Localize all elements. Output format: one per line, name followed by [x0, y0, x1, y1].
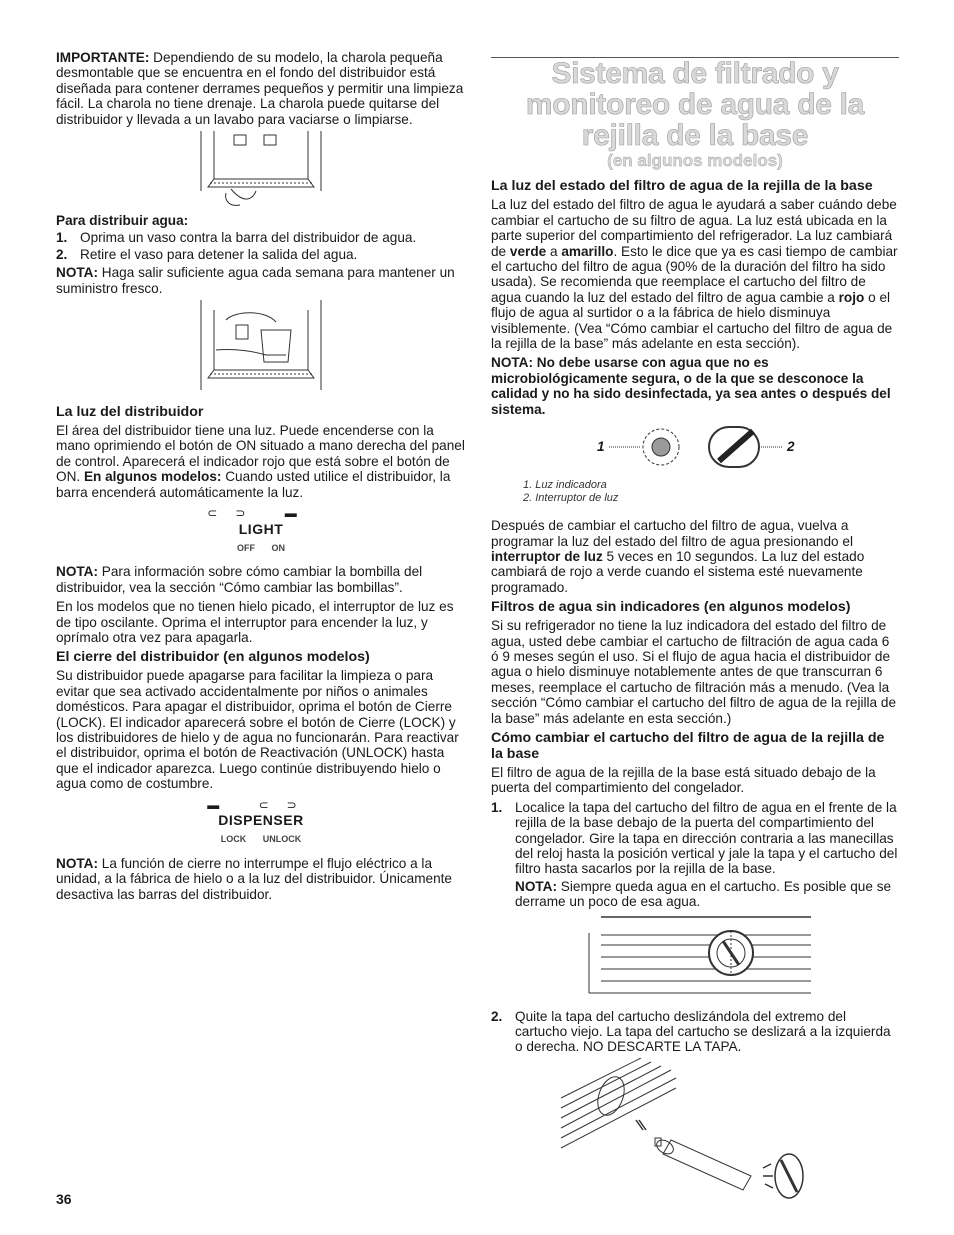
light-on-button[interactable]: ON: [271, 542, 285, 553]
right-column: [491, 50, 899, 1212]
cartridge-cap-illustration: [551, 1058, 821, 1208]
list-item: 1. Localice la tapa del cartucho del filtro de agua en el frente de la rejilla de la base debajo de la puerta del compartimiento del congelador. Gire la tapa en dirección contraria a las manecillas del reloj hasta la posición vertical y jale la tapa y el cartucho del filtro hasta sacarlos por la rejilla de la base. NOTA: Siempre queda agua en el cartucho. Es posible que se derrame un poco de esa agua.: [491, 799, 898, 910]
lock-paragraph: Su distribuidor puede apagarse para facilitar la limpieza o para evitar que sea activado accidentalmente por niños o animales domésticos. Para apagar el distribuidor, oprima el botón de Cierre (LOCK). El indicador aparecerá sobre el botón de Cierre (LOCK) y los distribuidores de hielo y de agua no funcionarán. Para reactivar el distribuidor, oprima el botón de Reactivación (UNLOCK) hasta que el indicador aparezca. Luego continúe distribuyendo hielo o agua como de costumbre.: [56, 668, 459, 792]
reset-paragraph: Después de cambiar el cartucho del filtro de agua, vuelva a programar la luz del estado del filtro de agua presionando el interruptor de luz 5 veces en 10 segundos. La luz del estado cambiará de rojo a verde cuando el sistema esté nuevamente programado.: [491, 518, 865, 595]
indicator-light-icon: [491, 421, 791, 479]
indicator-marks: ⊂⊃ ▬: [207, 506, 315, 521]
step-note: NOTA: Siempre queda agua en el cartucho. Es posible que se derrame un poco de esa agua.: [515, 878, 892, 910]
note-paragraph: NOTA: La función de cierre no interrumpe el flujo eléctrico a la unidad, a la fábrica de hielo o a la luz del distribuidor. Únicamente desactiva las barras del distribuidor.: [56, 855, 452, 902]
warning-paragraph: NOTA: No debe usarse con agua que no es microbiológicamente segura, o de la que se desconoce la calidad y no ha sido desinfectada, ya sea antes o después del sistema.: [491, 355, 891, 417]
no-indicator-paragraph: Si su refrigerador no tiene la luz indicadora del estado del filtro de agua, usted debe cambiar el cartucho de filtración de agua cada 6 ó 9 meses según el uso. Si el flujo de agua hacia el distribuidor de agua o hielo disminuye notablemente antes de que transcurran 6 meses, reemplace el cartucho de filtración más a menudo. (Vea la sección “Cómo cambiar el cartucho del filtro de agua de la rejilla de la base” más adelante en esta sección.): [491, 618, 896, 726]
lock-heading: El cierre del distribuidor (en algunos modelos): [56, 649, 370, 666]
note-paragraph: NOTA: Para información sobre cómo cambiar la bombilla del distribuidor, vea la sección “Cómo cambiar las bombillas”.: [56, 564, 423, 595]
base-grille-illustration: [581, 913, 811, 1005]
section-subtitle: (en algunos modelos): [607, 151, 783, 170]
light-off-button[interactable]: OFF: [236, 542, 255, 553]
change-steps: [491, 800, 899, 910]
left-column: [56, 50, 466, 906]
light-control-panel: [56, 506, 466, 556]
list-item: 2. Retire el vaso para detener la salida del agua.: [56, 246, 358, 262]
figure-captions: 1. Luz indicadora 2. Interruptor de luz: [523, 479, 619, 504]
no-indicator-heading: Filtros de agua sin indicadores (en algunos modelos): [491, 599, 851, 616]
light-paragraph: El área del distribuidor tiene una luz. Puede encenderse con la mano oprimiendo el botón de ON situado a mano derecha del panel de control. Aparecerá el indicador rojo que está sobre el botón de ON. En algunos modelos: Cuando usted utilice el distribuidor, la barra encenderá automáticamente la luz.: [56, 423, 465, 500]
fig-label-1: 1: [597, 439, 605, 455]
list-item: 2. Quite la tapa del cartucho deslizándola del extremo del cartucho viejo. La tapa del cartucho se deslizará a la izquierda o derecha. NO DESCARTE LA TAPA.: [491, 1008, 891, 1055]
change-heading: Cómo cambiar el cartucho del filtro de agua de la rejilla de la base: [491, 729, 885, 762]
page-number: 36: [56, 1191, 72, 1207]
lock-button[interactable]: LOCK: [220, 834, 247, 845]
light-panel-title: LIGHT: [238, 520, 284, 537]
change-paragraph: El filtro de agua de la rejilla de la base está situado debajo de la puerta del compartimiento del congelador.: [491, 764, 876, 796]
dispense-steps: [56, 230, 466, 262]
section-title: Sistema de filtrado y monitoreo de agua de la rejilla de la base: [525, 57, 865, 152]
dispenser-control-panel: [56, 798, 466, 848]
unlock-button[interactable]: UNLOCK: [262, 834, 302, 845]
status-heading: La luz del estado del filtro de agua de la rejilla de la base: [491, 178, 873, 195]
important-text: Dependiendo de su modelo, la charola pequeña desmontable que se encuentra en el fondo del distribuidor está diseñada para contener derrames pequeños y permitir una limpieza fácil. La charola no tiene drenaje. La charola puede quitarse del distribuidor y llevada a un lavabo para vaciarse o limpiarse.: [56, 50, 464, 127]
note-paragraph: NOTA: Haga salir suficiente agua cada semana para mantener un suministro fresco.: [56, 265, 455, 296]
change-steps-2: [491, 1009, 899, 1055]
dispense-heading: Para distribuir agua:: [56, 213, 189, 229]
light-heading: La luz del distribuidor: [56, 404, 204, 421]
dispenser-tray-illustration: [196, 131, 326, 209]
important-label: IMPORTANTE:: [56, 50, 150, 65]
important-paragraph: [56, 50, 466, 127]
glass-dispenser-illustration: [196, 300, 326, 400]
ice-paragraph: En los modelos que no tienen hielo picado, el interruptor de luz es de tipo oscilante. Oprima el interruptor para encender la luz, y oprímalo otra vez para apagarla.: [56, 599, 454, 645]
status-paragraph: La luz del estado del filtro de agua le ayudará a saber cuándo debe cambiar el cartucho de su filtro de agua. La luz está ubicada en la parte superior del compartimiento del refrigerador. La luz cambiará de verde a amarillo. Esto le dice que ya es casi tiempo de cambiar el cartucho del filtro de agua (90% de la duración del filtro ha sido usada). Se recomienda que reemplace el cartucho del filtro de agua cuando la luz del estado del filtro de agua cambie a rojo o el flujo de agua al surtidor o a la fábrica de hielo disminuya visiblemente. (Vea “Cómo cambiar el cartucho del filtro de agua de la rejilla de la base” más adelante en esta sección).: [491, 197, 898, 352]
dispenser-panel-title: DISPENSER: [218, 812, 304, 828]
fig-label-2: 2: [787, 439, 795, 455]
indicator-marks: ▬ ⊂⊃: [207, 797, 315, 812]
list-item: 1. Oprima un vaso contra la barra del distribuidor de agua.: [56, 230, 417, 246]
indicator-figure: [491, 421, 899, 479]
